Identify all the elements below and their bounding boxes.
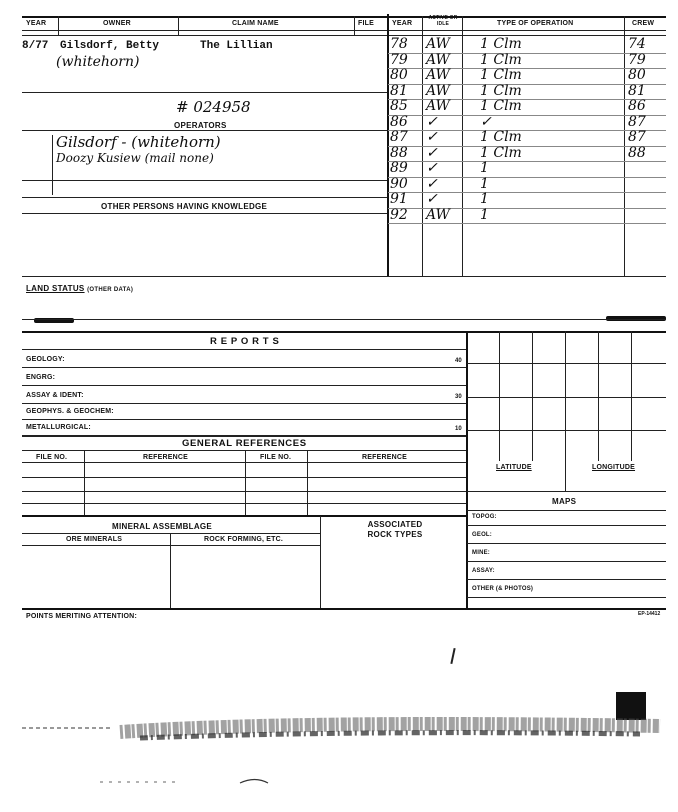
header-file: FILE	[358, 20, 374, 27]
general-ref-rule	[22, 450, 466, 451]
ref-col-reference: REFERENCE	[143, 454, 188, 461]
report-row-code: 10	[455, 426, 462, 432]
operators-label: OPERATORS	[174, 121, 227, 130]
activity-type: 1 Clm	[480, 82, 522, 99]
activity-type: 1	[480, 191, 489, 207]
activity-status: AW	[426, 206, 450, 223]
other-persons-label: OTHER PERSONS HAVING KNOWLEDGE	[101, 202, 268, 211]
grid-rule	[598, 331, 599, 461]
header-type-of-operation: TYPE OF OPERATION	[497, 20, 574, 27]
grid-rule	[467, 363, 666, 364]
activity-type: 1	[480, 175, 489, 192]
general-ref-top-rule	[22, 436, 466, 437]
mineral-rule	[22, 533, 320, 534]
activity-year: 92	[390, 206, 408, 223]
ref-col-rule	[245, 450, 246, 516]
activity-status: AW	[426, 82, 450, 99]
entry-year: 8/77	[22, 40, 49, 52]
activity-type: 1 Clm	[480, 67, 522, 83]
activity-crew: 74	[628, 36, 646, 52]
reports-title: R E P O R T S	[210, 336, 280, 347]
bottom-rule	[22, 608, 666, 610]
grid-rule	[467, 430, 666, 431]
activity-crew: 79	[628, 51, 646, 68]
activity-year: 87	[390, 129, 408, 145]
header-rule-2	[22, 35, 666, 36]
activity-year: 89	[390, 160, 408, 176]
activity-status: AW	[426, 98, 450, 114]
form-code: EP-14412	[638, 611, 661, 617]
ref-row-rule	[22, 477, 466, 478]
activity-row-rule	[388, 223, 666, 224]
report-row-code: 30	[455, 394, 462, 400]
activity-status: ✓	[426, 191, 438, 207]
operators-bottom-rule	[22, 180, 387, 181]
mineral-right-rule	[320, 516, 321, 608]
ref-row-rule	[22, 503, 466, 504]
activity-year: 81	[390, 82, 408, 99]
activity-type: 1 Clm	[480, 51, 522, 68]
report-row-rule	[22, 403, 466, 404]
other-persons-rule	[22, 213, 387, 214]
activity-year: 86	[390, 113, 408, 130]
activity-status: AW	[426, 51, 450, 68]
header-crew: CREW	[632, 20, 655, 27]
activity-status: AW	[426, 36, 450, 52]
activity-year: 78	[390, 36, 408, 52]
header-year: YEAR	[26, 20, 47, 27]
reports-rule	[22, 349, 466, 350]
map-row-label: MINE:	[472, 550, 490, 556]
map-row-label: GEOL:	[472, 532, 492, 538]
maps-rule	[467, 510, 666, 511]
mineral-col-rule	[170, 533, 171, 608]
ref-row-rule	[22, 462, 466, 463]
longitude-label: LONGITUDE	[592, 464, 636, 471]
activity-type: 1 Clm	[480, 36, 522, 52]
mineral-rule-2	[22, 545, 320, 546]
activity-status: ✓	[426, 175, 438, 192]
activity-type: ✓	[480, 113, 492, 130]
activity-year: 80	[390, 67, 408, 83]
activity-year: 91	[390, 191, 408, 207]
activity-type: 1	[480, 160, 489, 176]
top-table-bottom	[22, 276, 666, 277]
map-row-rule	[467, 525, 666, 526]
operator-line-2: Doozy Kusiew (mail none)	[56, 151, 214, 165]
activity-status: ✓	[426, 160, 438, 176]
top-border	[22, 16, 666, 18]
ref-row-rule	[22, 491, 466, 492]
map-row-label: TOPOG:	[472, 514, 497, 520]
map-row-label: ASSAY:	[472, 568, 495, 574]
activity-type: 1 Clm	[480, 129, 522, 145]
scan-noise	[0, 690, 678, 810]
activity-status: ✓	[426, 144, 438, 161]
grid-rule	[467, 397, 666, 398]
land-status-label: LAND STATUS (OTHER DATA)	[26, 284, 134, 293]
header-claim-name: CLAIM NAME	[232, 20, 279, 27]
map-row-rule	[467, 597, 666, 598]
header-year-2: YEAR	[392, 20, 413, 27]
map-row-rule	[467, 561, 666, 562]
latitude-label: LATITUDE	[496, 464, 532, 471]
col-rule	[178, 16, 179, 35]
ref-bottom-rule	[22, 515, 466, 517]
activity-crew: 81	[628, 82, 646, 99]
ref-col-file-no: FILE NO.	[36, 454, 68, 461]
activity-crew: 80	[628, 67, 646, 83]
report-row-rule	[22, 419, 466, 420]
points-meriting-attention: POINTS MERITING ATTENTION:	[26, 613, 137, 620]
activity-crew: 87	[628, 129, 646, 145]
report-row-rule	[22, 367, 466, 368]
report-row-label: METALLURGICAL:	[26, 424, 91, 431]
maps-title: MAPS	[552, 497, 577, 506]
operators-rule	[22, 130, 387, 131]
col-rule	[354, 16, 355, 35]
mineral-assemblage-title: MINERAL ASSEMBLAGE	[112, 522, 213, 531]
col-rule	[58, 16, 59, 35]
operators-bracket	[52, 135, 53, 195]
entry-owner-note: (whitehorn)	[56, 54, 140, 70]
other-persons-top-rule	[22, 197, 387, 198]
activity-year: 90	[390, 175, 408, 192]
reports-top-border	[22, 331, 666, 333]
maps-top-rule	[467, 491, 666, 492]
activity-crew: 86	[628, 98, 646, 114]
grid-rule	[499, 331, 500, 461]
grid-rule	[565, 331, 566, 491]
associated-rock-types: ASSOCIATED ROCK TYPES	[367, 520, 423, 539]
report-row-label: ENGRG:	[26, 374, 56, 381]
report-row-label: ASSAY & IDENT:	[26, 392, 84, 399]
operator-line-1: Gilsdorf - (whitehorn)	[56, 133, 221, 151]
pen-mark	[450, 648, 455, 664]
activity-crew: 87	[628, 113, 646, 130]
ore-minerals-label: ORE MINERALS	[66, 536, 123, 543]
activity-year: 79	[390, 51, 408, 68]
activity-status: ✓	[426, 129, 438, 145]
header-rule	[22, 30, 666, 31]
general-references-title: GENERAL REFERENCES	[182, 438, 307, 449]
map-row-rule	[467, 543, 666, 544]
entry-claim-name: The Lillian	[200, 40, 273, 52]
activity-type: 1 Clm	[480, 98, 522, 114]
rock-forming-label: ROCK FORMING, ETC.	[204, 536, 284, 543]
activity-crew: 88	[628, 144, 646, 161]
ref-col-file-no-2: FILE NO.	[260, 454, 292, 461]
activity-year: 85	[390, 98, 408, 114]
ref-col-rule	[84, 450, 85, 516]
activity-type: 1	[480, 206, 489, 223]
header-owner: OWNER	[103, 20, 131, 27]
map-row-rule	[467, 579, 666, 580]
activity-status: ✓	[426, 113, 438, 130]
ref-col-rule	[307, 450, 308, 516]
activity-type: 1 Clm	[480, 144, 522, 161]
report-row-label: GEOLOGY:	[26, 356, 65, 363]
entry-owner: Gilsdorf, Betty	[60, 40, 160, 52]
header-active-idle: ACTIVE OR IDLE	[428, 15, 458, 27]
map-row-label: OTHER (& PHOTOS)	[472, 586, 534, 592]
activity-status: AW	[426, 67, 450, 83]
grid-rule	[631, 331, 632, 461]
ref-col-reference-2: REFERENCE	[362, 454, 407, 461]
activity-year: 88	[390, 144, 408, 161]
land-status-rule	[22, 319, 666, 320]
grid-rule	[532, 331, 533, 461]
reports-right-rule	[466, 331, 468, 608]
entry-file-number: # 024958	[176, 98, 251, 116]
report-row-label: GEOPHYS. & GEOCHEM:	[26, 408, 114, 415]
report-row-code: 40	[455, 358, 462, 364]
report-row-rule	[22, 385, 466, 386]
owner-rule	[22, 92, 387, 93]
